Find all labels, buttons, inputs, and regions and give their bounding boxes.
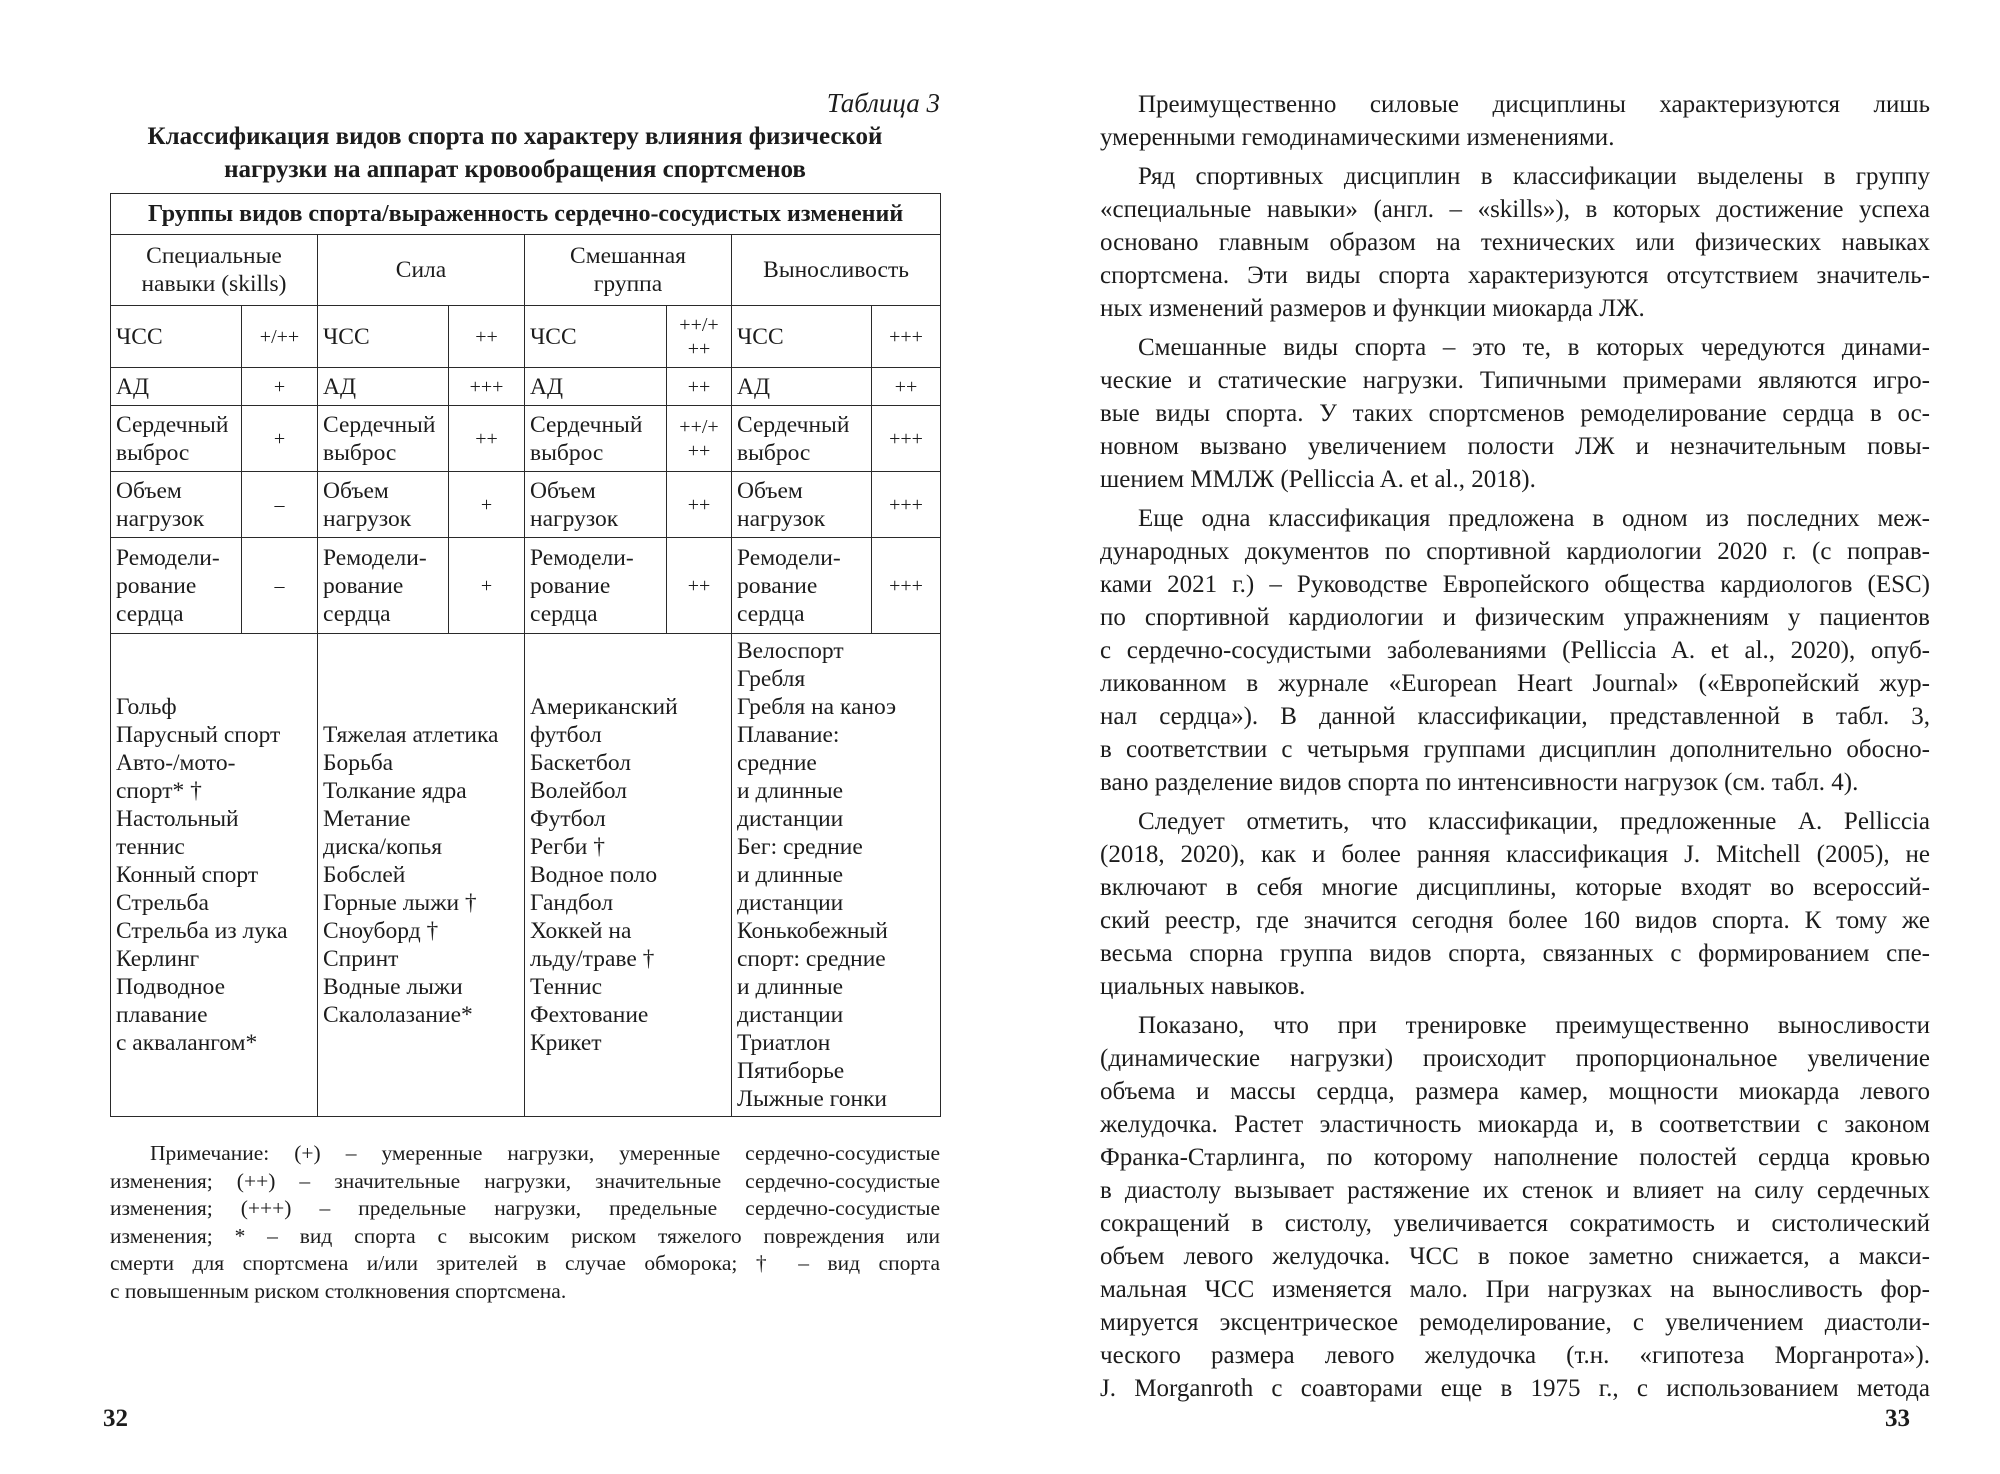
sport-item: и длинные [737, 974, 844, 1000]
text-line: желудочка. Растет эластичность миокарда и, в соответствии с законом [1100, 1111, 1930, 1138]
row-value: +++ [872, 406, 941, 472]
row-label-text: выброс [116, 439, 190, 466]
note-line: изменения; * – вид спорта с высоким риском тяжелого повреждения или [110, 1223, 940, 1248]
row-value: ++ [872, 368, 941, 406]
page-number-left: 32 [103, 1405, 128, 1432]
page-number-right: 33 [1885, 1405, 1910, 1432]
row-label [318, 368, 449, 406]
sport-item: Плавание: [737, 722, 840, 748]
paragraph [1100, 1009, 1930, 1405]
text-line: новном вызвано увеличением полости ЛЖ и незначительным повы- [1100, 433, 1930, 460]
text-line: «специальные навыки» (англ. – «skills»), в которых достижение успеха [1100, 196, 1930, 223]
group-header-strength [318, 235, 525, 306]
text-line: (динамические нагрузки) происходит пропорциональное увеличение [1100, 1045, 1930, 1072]
row-label [525, 538, 667, 634]
text-line: включают в себя многие дисциплины, которые входят во всероссий- [1100, 874, 1930, 901]
sport-item: Спринт [323, 946, 399, 972]
row-label-text: рование [530, 572, 611, 599]
row-value: ++ [449, 306, 525, 368]
sport-item: Подводное [116, 974, 226, 1000]
row-label-text: рование [323, 572, 404, 599]
paragraph [1100, 160, 1930, 325]
note-line: Примечание: (+) – умеренные нагрузки, умеренные сердечно-сосудистые [150, 1141, 940, 1165]
sport-item: Горные лыжи † [323, 890, 477, 916]
row-label-text: АД [116, 373, 150, 400]
text-line: с сердечно-сосудистыми заболеваниями (Pelliccia A. et al., 2020), опуб- [1100, 637, 1930, 664]
row-label-text: сердца [530, 600, 598, 627]
paragraph [1100, 502, 1930, 799]
row-label [732, 472, 872, 538]
row-value: – [242, 538, 318, 634]
text-line: циальных навыков. [1100, 973, 1306, 1000]
row-label [525, 368, 667, 406]
text-line: объем левого желудочка. ЧСС в покое заметно снижается, а макси- [1100, 1243, 1930, 1270]
row-label-text: Ремодели- [116, 544, 220, 571]
row-label-text: Объем [116, 477, 182, 504]
sport-item: футбол [530, 722, 602, 748]
text-line: весьма спорна группа видов спорта, связанных с формированием спе- [1100, 940, 1930, 967]
row-label [318, 538, 449, 634]
paragraph [1100, 331, 1930, 496]
row-label-text: рование [116, 572, 197, 599]
text-line: Следует отметить, что классификации, предложенные A. Pelliccia [1138, 808, 1930, 835]
table-row-bp [111, 368, 941, 406]
paragraph [1100, 805, 1930, 1003]
sport-item: Парусный спорт [116, 722, 281, 748]
row-label-text: выброс [530, 439, 604, 466]
row-label-text: ЧСС [116, 323, 163, 350]
table-main-header: Группы видов спорта/выраженность сердечно-сосудистых изменений [111, 194, 941, 235]
sports-list-endurance [732, 634, 941, 1117]
sport-item: Фехтование [530, 1002, 649, 1028]
sport-item: Сноуборд † [323, 918, 439, 944]
row-label [732, 306, 872, 368]
row-label-text: ЧСС [737, 323, 784, 350]
row-label-text: нагрузок [737, 505, 826, 532]
sport-item: Тяжелая атлетика [323, 722, 499, 748]
sport-item: спорт* † [116, 778, 202, 804]
text-line: вано разделение видов спорта по интенсивности нагрузок (см. табл. 4). [1100, 769, 1859, 796]
table-label: Таблица 3 [826, 88, 940, 118]
sport-item: Регби † [530, 834, 605, 860]
row-value: ++/+ ++ [667, 306, 732, 368]
text-line: мальная ЧСС изменяется мало. При нагрузках на выносливость фор- [1100, 1276, 1930, 1303]
row-label-text: сердца [737, 600, 805, 627]
row-label-text: выброс [323, 439, 397, 466]
row-label [318, 472, 449, 538]
group-header-line: Смешанная [570, 243, 686, 269]
row-label-text: Сердечный [323, 411, 436, 438]
row-value: +++ [872, 306, 941, 368]
sports-list-mixed [525, 634, 732, 1117]
note-line: изменения; (+++) – предельные нагрузки, предельные сердечно-сосудистые [110, 1196, 940, 1220]
sport-item: диска/копья [323, 834, 443, 860]
note-line: изменения; (++) – значительные нагрузки, значительные сердечно-сосудистые [110, 1168, 940, 1193]
row-label-text: выброс [737, 439, 811, 466]
text-line: ский реестр, где значится сегодня более 160 видов спорта. К тому же [1100, 907, 1930, 934]
note-line: смерти для спортсмена и/или зрителей в случае обморока; † – вид спорта [110, 1251, 940, 1275]
text-line: ческого размера левого желудочка (т.н. «гипотеза Морганрота»). [1100, 1342, 1930, 1369]
sport-item: Гребля [737, 666, 806, 692]
text-line: ками 2021 г.) – Руководстве Европейского общества кардиологов (ESC) [1100, 571, 1930, 598]
text-line: умеренными гемодинамическими изменениями. [1100, 124, 1615, 151]
row-value: +++ [872, 472, 941, 538]
row-label [318, 306, 449, 368]
text-line: Показано, что при тренировке преимущественно выносливости [1138, 1012, 1930, 1039]
row-label-text: Объем [737, 477, 803, 504]
sport-item: дистанции [737, 806, 844, 832]
row-label-text: ЧСС [530, 323, 577, 350]
text-line: мируется эксцентрическое ремоделирование, с увеличением диастоли- [1100, 1309, 1930, 1336]
text-line: Преимущественно силовые дисциплины характеризуются лишь [1138, 91, 1930, 118]
sport-item: Американский [530, 694, 678, 720]
sport-item: Керлинг [116, 946, 200, 972]
sport-item: Водное поло [530, 862, 658, 888]
row-label-text: Сердечный [116, 411, 229, 438]
row-label-text: АД [737, 373, 771, 400]
row-label [318, 406, 449, 472]
sport-item: Волейбол [530, 778, 627, 804]
sports-classification-table [110, 193, 941, 1117]
text-line: основано главным образом на технических или физических навыках [1100, 229, 1930, 256]
row-label-text: Ремодели- [530, 544, 634, 571]
sport-item: Гольф [116, 694, 177, 720]
row-value: + [449, 472, 525, 538]
sport-item: теннис [116, 834, 185, 860]
text-line: (2018, 2020), как и более ранняя классификация J. Mitchell (2005), не [1100, 841, 1930, 868]
row-label-text: АД [323, 373, 357, 400]
sport-item: дистанции [737, 890, 844, 916]
sport-item: Крикет [530, 1030, 602, 1056]
row-label-text: сердца [116, 600, 184, 627]
text-line: Франка-Старлинга, по которому наполнение полостей сердца кровью [1100, 1144, 1930, 1171]
row-label-text: Объем [530, 477, 596, 504]
row-label [525, 306, 667, 368]
row-value: ++ [667, 368, 732, 406]
group-header-line: навыки (skills) [141, 271, 287, 297]
text-line: ликованном в журнале «European Heart Journal» («Европейский жур- [1100, 670, 1930, 697]
text-line: дународных документов по спортивной кардиологии 2020 г. (с поправ- [1100, 538, 1930, 565]
table-title-line: Классификация видов спорта по характеру влияния физической [147, 123, 883, 150]
row-label [732, 538, 872, 634]
sport-item: Стрельба из лука [116, 918, 288, 944]
sport-item: Настольный [116, 806, 239, 832]
row-value: +/++ [242, 306, 318, 368]
sport-item: Борьба [323, 750, 394, 776]
row-value: + [242, 368, 318, 406]
sport-item: Бобслей [323, 862, 406, 888]
row-label-text: сердца [323, 600, 391, 627]
row-value: + [242, 406, 318, 472]
text-line: Еще одна классификация предложена в одном из последних меж- [1138, 505, 1930, 532]
row-label-text: нагрузок [323, 505, 412, 532]
table-note [110, 1140, 940, 1305]
table-title [110, 120, 920, 186]
group-header-line: Сила [395, 257, 447, 283]
row-value: ++ [667, 472, 732, 538]
text-line: в диастолу вызывает растяжение их стенок и влияет на силу сердечных [1100, 1177, 1930, 1204]
sport-item: Конькобежный [737, 918, 888, 944]
group-header-line: Выносливость [763, 257, 909, 283]
sport-item: плавание [116, 1002, 208, 1028]
row-value: + [449, 538, 525, 634]
right-page [1000, 0, 2000, 1474]
table-row-sport-lists [111, 634, 941, 1117]
sport-item: и длинные [737, 778, 844, 804]
sport-item: Пятиборье [737, 1058, 845, 1084]
sport-item: дистанции [737, 1002, 844, 1028]
row-value: ++ [449, 406, 525, 472]
row-label [732, 368, 872, 406]
sport-item: Гандбол [530, 890, 614, 916]
row-label [111, 306, 242, 368]
text-line: по спортивной кардиологии и физическим упражнениям у пациентов [1100, 604, 1930, 631]
row-label [525, 406, 667, 472]
text-line: сокращений в систолу, увеличивается сократимость и систолический [1100, 1210, 1930, 1237]
sport-item: Теннис [530, 974, 603, 1000]
group-header-endurance [732, 235, 941, 306]
group-header-skills [111, 235, 318, 306]
sport-item: Стрельба [116, 890, 209, 916]
sports-list-strength [318, 634, 525, 1117]
text-line: в соответствии с четырьмя группами дисциплин дополнительно обосно- [1100, 736, 1930, 763]
sport-item: Бег: средние [737, 834, 863, 860]
row-label-text: Ремодели- [323, 544, 427, 571]
sport-item: спорт: средние [737, 946, 886, 972]
text-line: J. Morganroth с соавторами еще в 1975 г., с использованием метода [1100, 1375, 1930, 1402]
text-line: спортсмена. Эти виды спорта характеризуются отсутствием значитель- [1100, 262, 1930, 289]
row-label [732, 406, 872, 472]
sport-item: Хоккей на [530, 918, 632, 944]
group-header-mixed [525, 235, 732, 306]
body-text [1100, 88, 1930, 1411]
sports-list-skills [111, 634, 318, 1117]
row-label [525, 472, 667, 538]
row-value: – [242, 472, 318, 538]
sport-item: и длинные [737, 862, 844, 888]
sport-item: Скалолазание* [323, 1002, 473, 1028]
text-line: объема и массы сердца, размера камер, мощности миокарда левого [1100, 1078, 1930, 1105]
row-label-text: Объем [323, 477, 389, 504]
sport-item: Гребля на каноэ [737, 694, 897, 720]
row-label-text: ЧСС [323, 323, 370, 350]
text-line: ных изменений размеров и функции миокарда ЛЖ. [1100, 295, 1645, 322]
table-row-cardiac-output [111, 406, 941, 472]
row-label-text: АД [530, 373, 564, 400]
sport-item: Триатлон [737, 1030, 831, 1056]
table-row-hr [111, 306, 941, 368]
row-label-text: Сердечный [530, 411, 643, 438]
sport-item: Толкание ядра [323, 778, 467, 804]
sport-item: средние [737, 750, 817, 776]
sport-item: Футбол [530, 806, 606, 832]
table-title-line: нагрузки на аппарат кровообращения спортсменов [224, 156, 806, 183]
row-value: +++ [872, 538, 941, 634]
group-header-line: Специальные [146, 243, 282, 269]
row-value: +++ [449, 368, 525, 406]
row-label [111, 368, 242, 406]
sport-item: Баскетбол [530, 750, 632, 776]
row-label-text: рование [737, 572, 818, 599]
text-line: вые виды спорта. У таких спортсменов ремоделирование сердца в ос- [1100, 400, 1930, 427]
sport-item: Авто-/мото- [116, 750, 236, 776]
row-label-text: нагрузок [116, 505, 205, 532]
table-row-load-volume [111, 472, 941, 538]
row-label-text: Ремодели- [737, 544, 841, 571]
row-label [111, 406, 242, 472]
note-line: с повышенным риском столкновения спортсмена. [110, 1278, 567, 1303]
sport-item: Лыжные гонки [737, 1086, 888, 1112]
row-label-text: нагрузок [530, 505, 619, 532]
row-label [111, 538, 242, 634]
row-value: ++/+ ++ [667, 406, 732, 472]
sport-item: Метание [323, 806, 411, 832]
sport-item: Конный спорт [116, 862, 259, 888]
sport-item: Водные лыжи [323, 974, 463, 1000]
row-label [111, 472, 242, 538]
sport-item: льду/траве † [530, 946, 655, 972]
table-row-remodeling [111, 538, 941, 634]
text-line: Смешанные виды спорта – это те, в которых чередуются динами- [1138, 334, 1930, 361]
text-line: Ряд спортивных дисциплин в классификации выделены в группу [1138, 163, 1930, 190]
row-label-text: Сердечный [737, 411, 850, 438]
text-line: нал сердца»). В данной классификации, представленной в табл. 3, [1100, 703, 1930, 730]
text-line: ческие и статические нагрузки. Типичными примерами являются игро- [1100, 367, 1930, 394]
row-value: ++ [667, 538, 732, 634]
sport-item: с аквалангом* [116, 1030, 258, 1056]
sport-item: Велоспорт [737, 638, 844, 664]
group-header-line: группа [593, 271, 663, 297]
paragraph [1100, 88, 1930, 154]
text-line: шением ММЛЖ (Pelliccia A. et al., 2018). [1100, 466, 1536, 493]
